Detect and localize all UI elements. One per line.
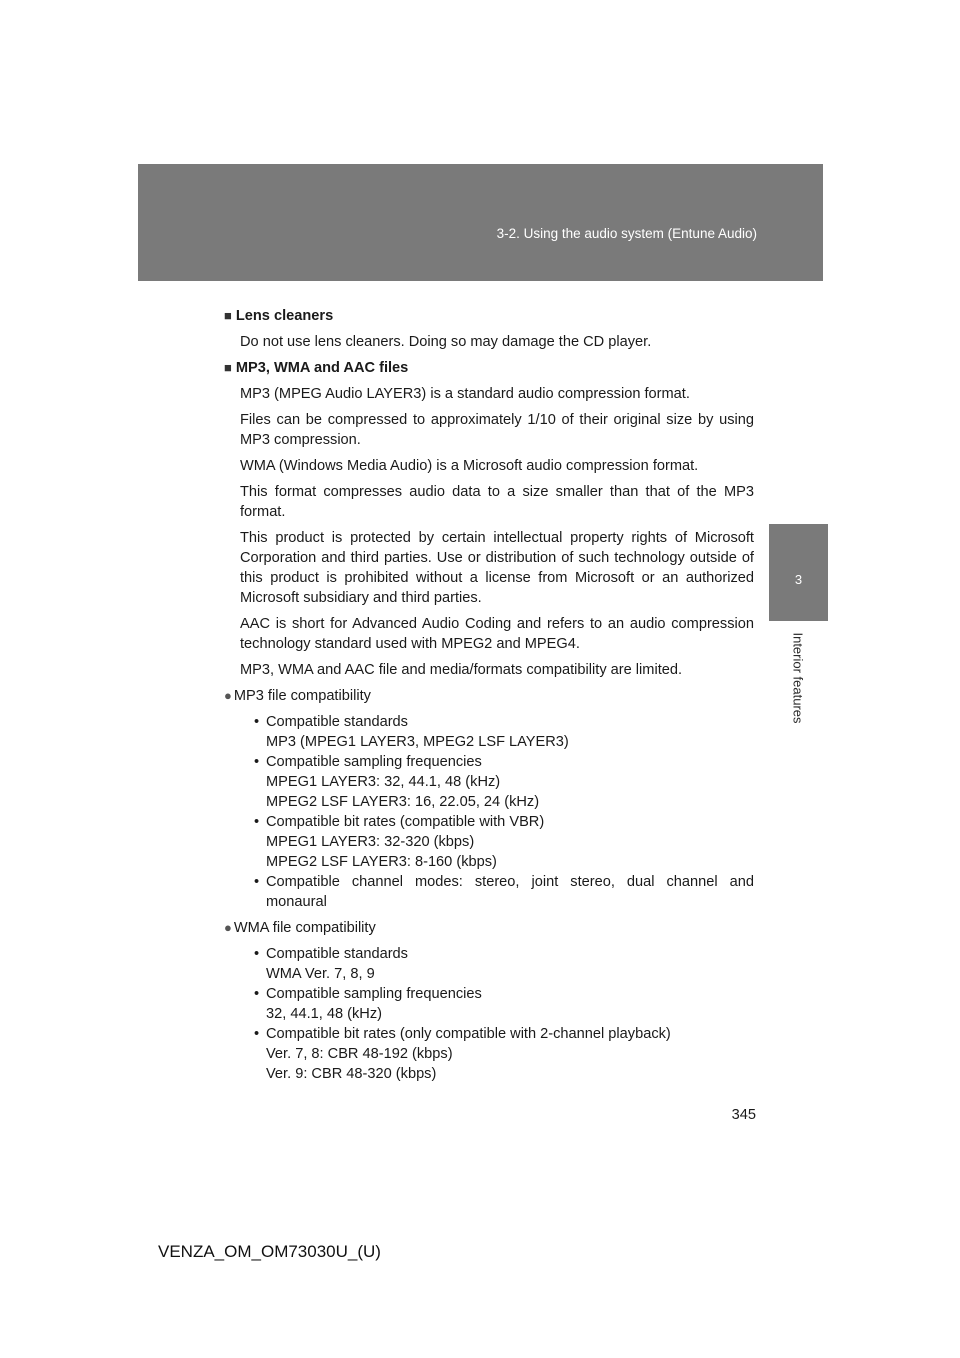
heading-text: Lens cleaners (235, 308, 334, 324)
paragraph: AAC is short for Advanced Audio Coding and refers to an audio compression technology standard used with MPEG2 and MPEG4. (240, 616, 754, 652)
list-item (224, 1024, 754, 1084)
section-title: 3-2. Using the audio system (Entune Audio) (496, 226, 757, 241)
chapter-tab (769, 524, 828, 621)
paragraph: MP3, WMA and AAC file and media/formats compatibility are limited. (240, 662, 683, 678)
list-item (224, 872, 754, 912)
wma-compat-list (224, 944, 754, 1084)
file-formats-heading (224, 358, 754, 378)
mp3-compat-list (224, 712, 754, 912)
heading-text: MP3, WMA and AAC files (235, 360, 409, 376)
item-label: Compatible bit rates (compatible with VBR) (266, 814, 545, 830)
subheading-text: WMA file compatibility (233, 920, 376, 936)
paragraph: This format compresses audio data to a size smaller than that of the MP3 format. (240, 484, 754, 520)
circle-bullet-icon: ● (224, 920, 232, 935)
dot-marker: • (254, 874, 260, 890)
square-bullet-icon: ■ (224, 308, 232, 323)
item-label: Compatible channel modes: stereo, joint stereo, dual channel and monaural (266, 874, 754, 910)
page-content (224, 306, 754, 1090)
list-item (224, 752, 754, 812)
chapter-label: Interior features (790, 632, 806, 724)
list-item (224, 812, 754, 872)
dot-marker: • (254, 754, 260, 770)
item-value: WMA Ver. 7, 8, 9 (266, 966, 375, 982)
dot-marker: • (254, 986, 260, 1002)
lens-cleaners-text: Do not use lens cleaners. Doing so may damage the CD player. (240, 334, 652, 350)
item-label: Compatible standards (266, 946, 408, 962)
dot-marker: • (254, 714, 260, 730)
item-label: Compatible sampling frequencies (266, 986, 482, 1002)
paragraph: MP3 (MPEG Audio LAYER3) is a standard audio compression format. (240, 386, 690, 402)
list-item (224, 944, 754, 984)
subheading-text: MP3 file compatibility (233, 688, 371, 704)
dot-marker: • (254, 814, 260, 830)
item-value: Ver. 9: CBR 48-320 (kbps) (266, 1066, 437, 1082)
item-label: Compatible bit rates (only compatible with 2-channel playback) (266, 1026, 671, 1042)
page-number: 345 (731, 1107, 756, 1123)
dot-marker: • (254, 1026, 260, 1042)
list-item (224, 712, 754, 752)
list-item (224, 984, 754, 1024)
paragraph: WMA (Windows Media Audio) is a Microsoft audio compression format. (240, 458, 699, 474)
item-value: MPEG2 LSF LAYER3: 16, 22.05, 24 (kHz) (266, 794, 540, 810)
document-code: VENZA_OM_OM73030U_(U) (158, 1242, 381, 1261)
square-bullet-icon: ■ (224, 360, 232, 375)
item-value: MPEG2 LSF LAYER3: 8-160 (kbps) (266, 854, 497, 870)
paragraph: This product is protected by certain intellectual property rights of Microsoft Corporation and third parties. Use or distribution of such technology outside of this product is prohibited without a license from Microsoft or an authorized Microsoft subsidiary and third parties. (240, 530, 754, 606)
mp3-compat-heading (224, 686, 754, 706)
wma-compat-heading (224, 918, 754, 938)
header-band (138, 164, 823, 281)
dot-marker: • (254, 946, 260, 962)
item-value: Ver. 7, 8: CBR 48-192 (kbps) (266, 1046, 453, 1062)
item-label: Compatible sampling frequencies (266, 754, 482, 770)
chapter-number: 3 (794, 572, 803, 587)
item-value: MPEG1 LAYER3: 32-320 (kbps) (266, 834, 475, 850)
item-label: Compatible standards (266, 714, 408, 730)
circle-bullet-icon: ● (224, 688, 232, 703)
lens-cleaners-heading (224, 306, 754, 326)
item-value: MP3 (MPEG1 LAYER3, MPEG2 LSF LAYER3) (266, 734, 569, 750)
paragraph: Files can be compressed to approximately 1/10 of their original size by using MP3 compression. (240, 412, 754, 448)
item-value: MPEG1 LAYER3: 32, 44.1, 48 (kHz) (266, 774, 501, 790)
item-value: 32, 44.1, 48 (kHz) (266, 1006, 382, 1022)
